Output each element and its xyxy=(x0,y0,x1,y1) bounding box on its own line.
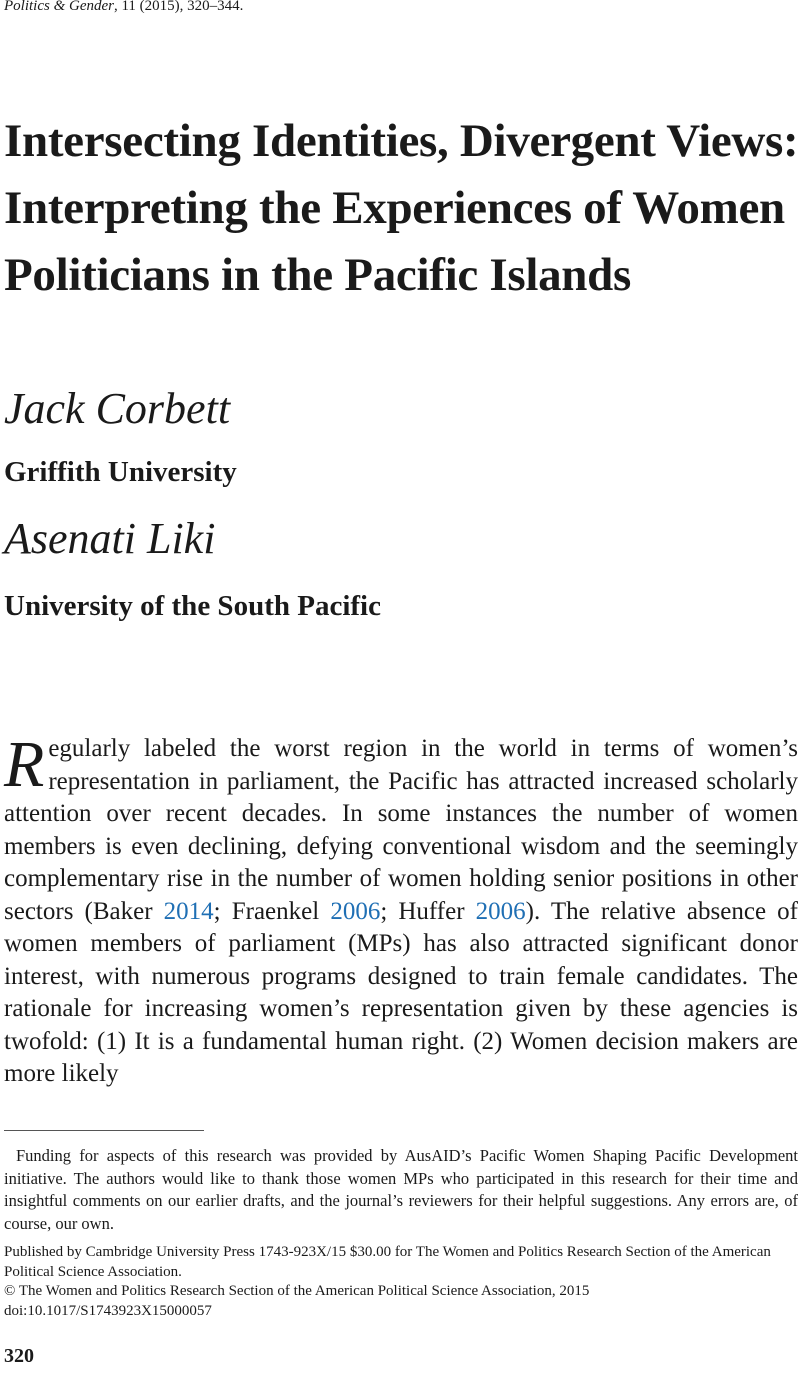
citation-link-fraenkel[interactable]: 2006 xyxy=(330,897,381,925)
publication-info xyxy=(4,1243,800,1321)
publisher-statement: Published by Cambridge University Press 1743-923X/15 $30.00 for The Women and Politics Research Section of the American Political Science Association. xyxy=(4,1244,771,1280)
article-title: Intersecting Identities, Divergent Views: Interpreting the Experiences of Women Politicians in the Pacific Islands xyxy=(4,115,799,301)
citation-link-huffer[interactable]: 2006 xyxy=(475,897,526,925)
author-name-1: Jack Corbett xyxy=(4,384,231,433)
body-text-segment: ; Fraenkel xyxy=(213,897,331,925)
copyright-notice: © The Women and Politics Research Section of the American Political Science Association, 2015 xyxy=(4,1283,590,1299)
journal-volume-info: , 11 (2015), 320–344. xyxy=(113,0,244,14)
drop-cap: R xyxy=(4,728,45,801)
journal-citation xyxy=(4,0,243,15)
journal-name: Politics & Gender xyxy=(4,0,114,14)
body-text-segment: ; Huffer xyxy=(380,897,476,925)
citation-link-baker[interactable]: 2014 xyxy=(163,897,214,925)
body-text-segment: egularly labeled the worst region in the world in terms of women’s representation in parliament, the Pacific has attracted increased scholarly attention over recent decades. In some instances the number of women members is even declining, defying conventional wisdom and the seemingly complementary rise in the number of women holding senior positions in other sectors (Baker xyxy=(4,735,798,925)
body-paragraph xyxy=(4,728,798,1091)
funding-footnote: Funding for aspects of this research was provided by AusAID’s Pacific Women Shaping Pacific Development initiative. The authors would like to thank those women MPs who participated in this research for their time and insightful comments on our earlier drafts, and the journal’s reviewers for their helpful suggestions. Any errors are, of course, our own. xyxy=(4,1146,798,1233)
footnote-divider xyxy=(4,1130,204,1131)
page-number: 320 xyxy=(4,1345,34,1367)
doi-link[interactable]: doi:10.1017/S1743923X15000057 xyxy=(4,1302,212,1319)
author-name-2: Asenati Liki xyxy=(4,514,216,563)
author-affiliation-1: Griffith University xyxy=(4,456,237,488)
author-affiliation-2: University of the South Pacific xyxy=(4,590,381,622)
body-text-segment: ). The relative absence of women members of parliament (MPs) has also attracted significant donor interest, with numerous programs designed to train female candidates. The rationale for increasing women’s representation given by these agencies is twofold: (1) It is a fundamental human right. (2) Women decision makers are more likely xyxy=(4,897,798,1087)
